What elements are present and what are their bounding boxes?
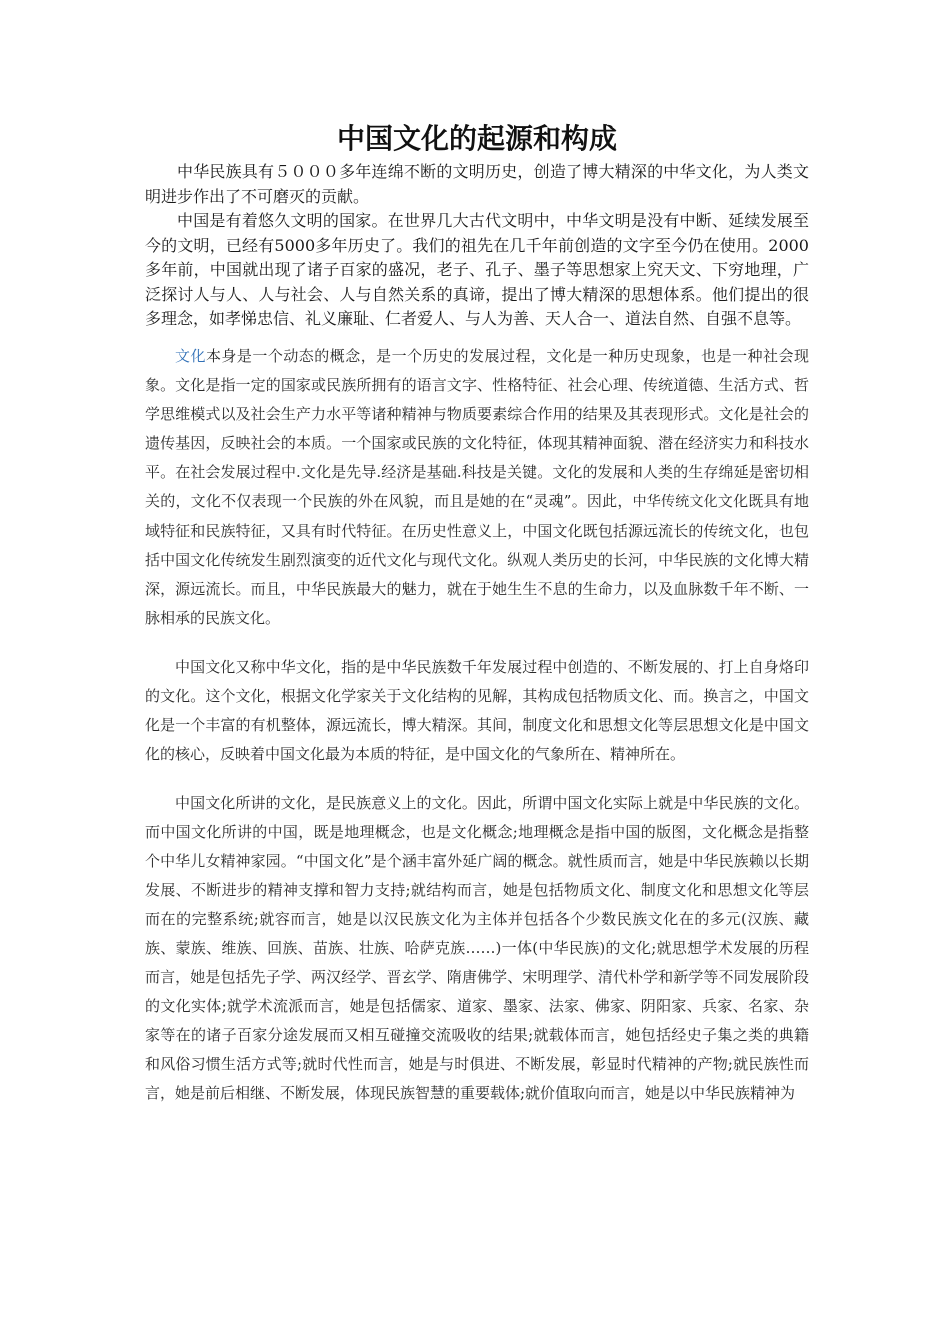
paragraph-chinese-culture-definition: 中国文化又称中华文化，指的是中华民族数千年发展过程中创造的、不断发展的、打上自身烙印的文化。这个文化，根据文化学家关于文化结构的见解，其构成包括物质文化、而。换言之，中国文化是一个丰富的有机整体，源远流长，博大精深。其间，制度文化和思想文化等层思想文化是中国文化的核心，反映着中国文化最为本质的特征，是中国文化的气象所在、精神所在。 <box>145 657 809 763</box>
paragraph-civilization: 中国是有着悠久文明的国家。在世界几大古代文明中，中华文明是没有中断、延续发展至今的文明，已经有5000多年历史了。我们的祖先在几千年前创造的文字至今仍在使用。2000多年前，中国就出现了诸子百家的盛况，老子、孔子、墨子等思想家上究天文、下穷地理，广泛探讨人与人、人与社会、人与自然关系的真谛，提出了博大精深的思想体系。他们提出的很多理念，如孝悌忠信、礼义廉耻、仁者爱人、与人为善、天人合一、道法自然、自强不息等。 <box>145 211 809 328</box>
document-body <box>145 120 809 1108</box>
paragraph-culture-concept <box>145 342 809 633</box>
paragraph-culture-text-b: 文化既具有地域特征和民族特征，又具有时代特征。在历史性意义上，中国文化既包括源远流长的传统文化，也包括中国文化传统发生剧烈演变的近代文化与现代文化。纵观人类历史的长河，中华民族的文化博大精深，源远流长。而且，中华民族最大的魅力，就在于她生生不息的生命力，以及血脉数千年不断、一脉相承的民族文化。 <box>145 491 810 627</box>
paragraph-culture-small-text: 中华传统文化 <box>632 493 718 510</box>
culture-link[interactable]: 文化 <box>175 346 206 365</box>
paragraph-culture-text-a: 本身是一个动态的概念，是一个历史的发展过程，文化是一种历史现象，也是一种社会现象。文化是指一定的国家或民族所拥有的语言文字、性格特征、社会心理、传统道德、生活方式、哲学思维模式以及社会生产力水平等诸种精神与物质要素综合作用的结果及其表现形式。文化是社会的遗传基因，反映社会的本质。一个国家或民族的文化特征，体现其精神面貌、潜在经济实力和科技水平。在社会发展过程中.文化是先导.经济是基础.科技是关键。文化的发展和人类的生存绵延是密切相关的，文化不仅表现一个民族的外在风貌，而且是她的在“灵魂”。因此， <box>145 346 809 510</box>
paragraph-intro: 中华民族具有５０００多年连绵不断的文明历史，创造了博大精深的中华文化，为人类文明进步作出了不可磨灭的贡献。 <box>145 162 809 206</box>
paragraph-chinese-culture-scope: 中国文化所讲的文化，是民族意义上的文化。因此，所谓中国文化实际上就是中华民族的文化。而中国文化所讲的中国，既是地理概念，也是文化概念;地理概念是指中国的版图，文化概念是指整个中华儿女精神家园。“中国文化”是个涵丰富外延广阔的概念。就性质而言，她是中华民族赖以长期发展、不断进步的精神支撑和智力支持;就结构而言，她是包括物质文化、制度文化和思想文化等层而在的完整系统;就容而言，她是以汉民族文化为主体并包括各个少数民族文化在的多元(汉族、藏族、蒙族、维族、回族、苗族、壮族、哈萨克族……)一体(中华民族)的文化;就思想学术发展的历程而言，她是包括先子学、两汉经学、晋玄学、隋唐佛学、宋明理学、清代朴学和新学等不同发展阶段的文化实体;就学术流派而言，她是包括儒家、道家、墨家、法家、佛家、阴阳家、兵家、名家、杂家等在的诸子百家分途发展而又相互碰撞交流吸收的结果;就载体而言，她包括经史子集之类的典籍和风俗习惯生活方式等;就时代性而言，她是与时俱进、不断发展，彰显时代精神的产物;就民族性而言，她是前后相继、不断发展，体现民族智慧的重要载体;就价值取向而言，她是以中华民族精神为 <box>145 793 809 1102</box>
document-title: 中国文化的起源和构成 <box>336 122 617 155</box>
